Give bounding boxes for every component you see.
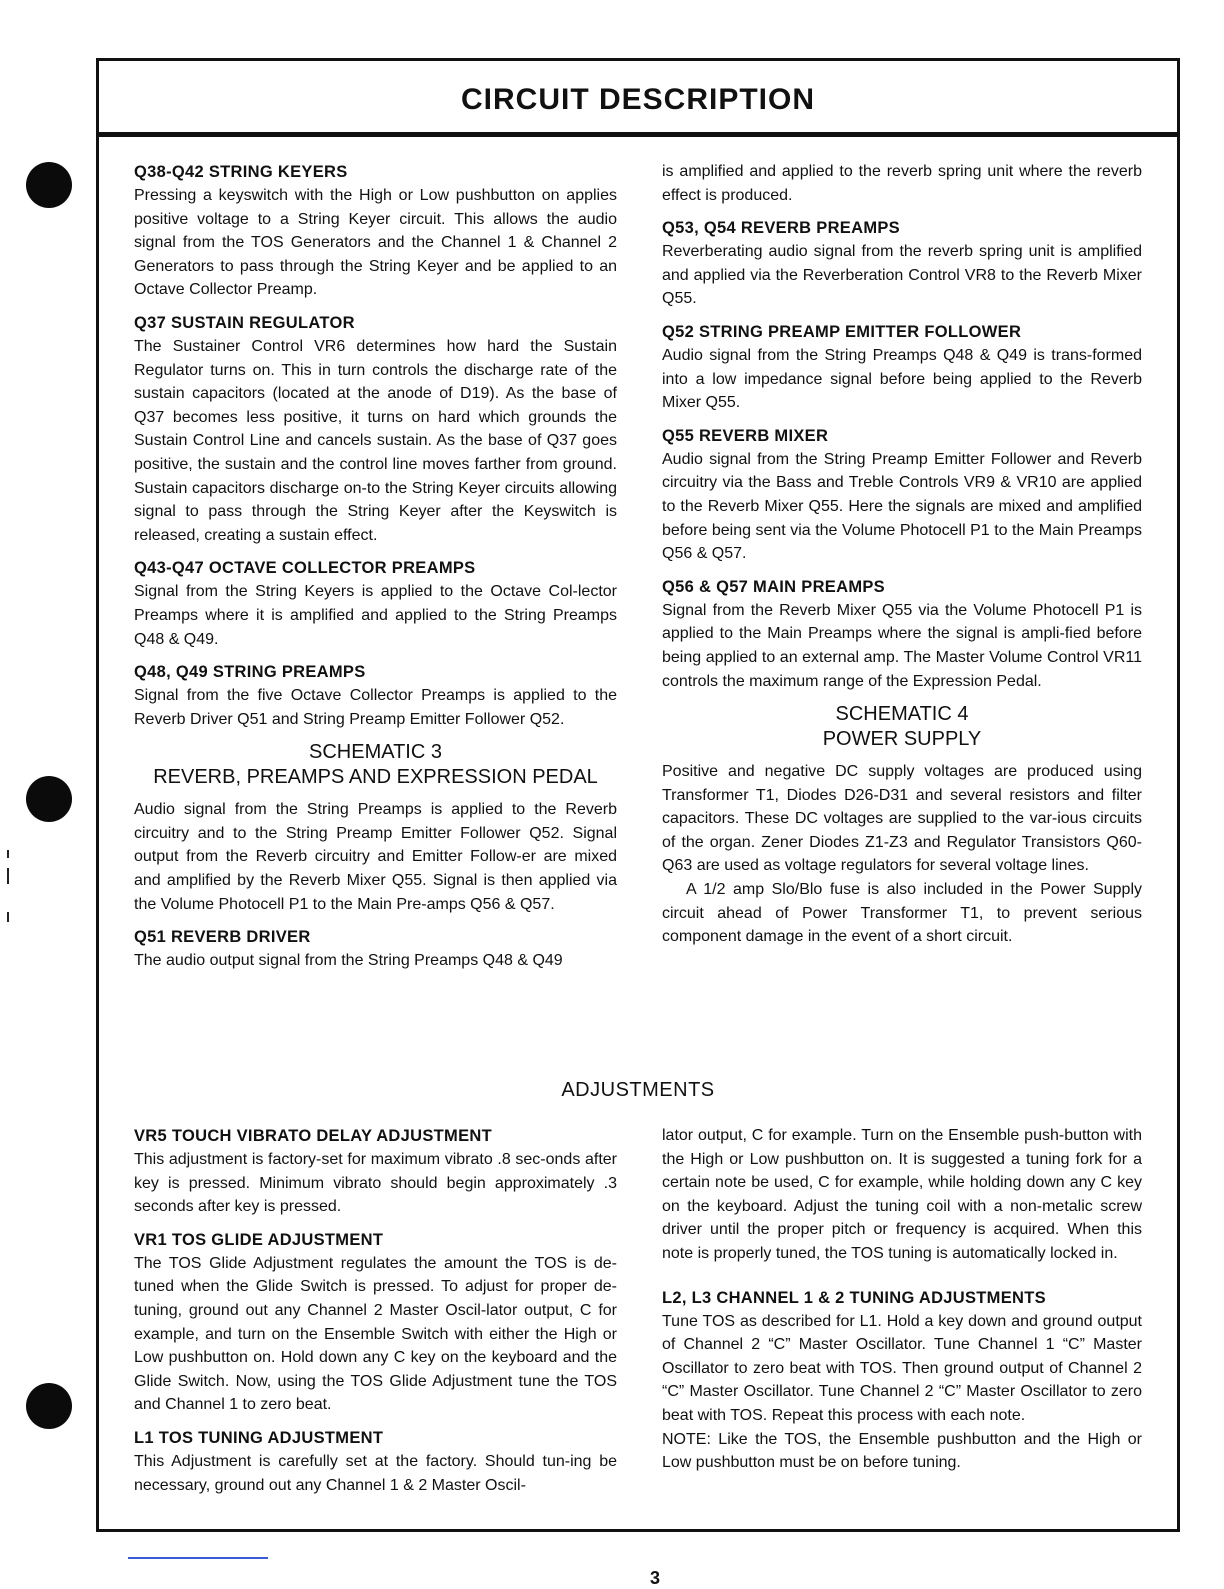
section-body: Signal from the five Octave Collector Preamps is applied to the Reverb Driver Q51 and String Preamp Emitter Follower Q52. (134, 687, 617, 728)
underline-mark (128, 1557, 268, 1559)
section-body: The TOS Glide Adjustment regulates the amount the TOS is de-tuned when the Glide Switch is pressed. To adjust for proper de-tuning, ground out any Channel 2 Master Oscil-lator output, C for example, and turn on the Ensemble Switch with either the High or Low pushbutton on. Hold down any C key on the keyboard and the Glide Switch. Now, using the TOS Glide Adjustment tune the TOS and Channel 1 to zero beat. (134, 1254, 617, 1414)
section-heading: Q53, Q54 REVERB PREAMPS (662, 219, 900, 238)
section-body: This Adjustment is carefully set at the factory. Should tun-ing be necessary, ground out any Channel 1 & 2 Master Oscil- (134, 1452, 617, 1494)
punch-hole-top (26, 162, 72, 208)
page-frame (96, 58, 1180, 1532)
margin-mark (7, 850, 9, 858)
continued-text: lator output, C for example. Turn on the Ensemble push-button with the High or Low pushbutton on. It is suggested a tuning fork for a certain note be used, C for example, while holding down any C key on the keyboard. Adjust the tuning coil with a non-metalic screw driver until the proper pitch or frequency is acquired. When this note is properly tuned, the TOS tuning is automatically locked in. (662, 1127, 1142, 1262)
schematic-3-title (134, 740, 617, 790)
punch-hole-bottom (26, 1383, 72, 1429)
right-column-upper (662, 160, 1142, 949)
section-heading: Q55 REVERB MIXER (662, 426, 829, 445)
note-text: NOTE: Like the TOS, the Ensemble pushbutton and the High or Low pushbutton must be on before tuning. (662, 1430, 1142, 1472)
schematic-4-subtitle: POWER SUPPLY (822, 728, 982, 751)
section-heading: Q38-Q42 STRING KEYERS (134, 163, 348, 181)
schematic-4-number: SCHEMATIC 4 (835, 703, 969, 726)
schematic-3-body: Audio signal from the String Preamps is applied to the Reverb circuitry and to the String Preamp Emitter Follower Q52. Signal output from the Reverb circuitry and Emitter Follow-er are mixed and amplified by the Reverb Mixer Q55. Signal is then applied via the Volume Photocell P1 to the Main Pre-amps Q56 & Q57. (134, 801, 617, 913)
section-heading: Q52 STRING PREAMP EMITTER FOLLOWER (662, 322, 1022, 341)
section-body: Pressing a keyswitch with the High or Low pushbutton on applies positive voltage to a String Keyer circuit. This allows the audio signal from the TOS Generators and the Channel 1 & Channel 2 Generators to pass through the String Keyer and be applied to an Octave Collector Preamp. (134, 187, 617, 299)
section-body: Signal from the Reverb Mixer Q55 via the Volume Photocell P1 is applied to the Main Preamps where the signal is ampli-fied before being applied to an external amp. The Master Volume Control VR11 controls the maximum range of the Expression Pedal. (662, 601, 1142, 690)
section-body: Signal from the String Keyers is applied to the Octave Col-lector Preamps where it is amplified and applied to the String Preamps Q48 & Q49. (134, 583, 617, 648)
section-heading: L1 TOS TUNING ADJUSTMENT (134, 1428, 384, 1447)
section-heading: Q48, Q49 STRING PREAMPS (134, 663, 366, 682)
section-heading: Q43-Q47 OCTAVE COLLECTOR PREAMPS (134, 559, 476, 578)
adjustments-title: ADJUSTMENTS (561, 1079, 715, 1101)
margin-mark (7, 912, 9, 922)
schematic-4-title (662, 702, 1142, 752)
section-heading: VR1 TOS GLIDE ADJUSTMENT (134, 1230, 384, 1249)
section-body: The Sustainer Control VR6 determines how hard the Sustain Regulator turns on. This in turn controls the discharge rate of the sustain capacitors (located at the anode of D19). As the base of Q37 becomes less positive, it turns on hard which grounds the Sustain Control Line and cancels sustain. As the base of Q37 goes positive, the sustain and the control line moves farther from ground. Sustain capacitors discharge on-to the String Keyer circuits allowing signal to pass through the String Keyer after the Keyswitch is released, creating a sustain effect. (134, 337, 617, 544)
section-body: This adjustment is factory-set for maximum vibrato .8 sec-onds after key is pressed. Minimum vibrato should begin approximately .3 seconds after key is pressed. (134, 1151, 617, 1216)
continued-text: is amplified and applied to the reverb spring unit where the reverb effect is produced. (662, 163, 1142, 204)
section-heading: Q51 REVERB DRIVER (134, 928, 311, 947)
schematic-3-subtitle: REVERB, PREAMPS AND EXPRESSION PEDAL (153, 766, 598, 789)
page-number: 3 (650, 1568, 661, 1588)
section-heading: L2, L3 CHANNEL 1 & 2 TUNING ADJUSTMENTS (662, 1288, 1046, 1307)
left-column-lower (134, 1124, 617, 1506)
page-title: CIRCUIT DESCRIPTION (99, 61, 1177, 137)
section-body: Reverberating audio signal from the reverb spring unit is amplified and applied via the Reverberation Control VR8 to the Reverb Mixer Q55. (662, 243, 1142, 308)
right-column-lower (662, 1124, 1142, 1475)
punch-hole-middle (26, 776, 72, 822)
section-heading: Q56 & Q57 MAIN PREAMPS (662, 577, 885, 596)
margin-mark (7, 868, 9, 884)
section-body: Audio signal from the String Preamp Emitter Follower and Reverb circuitry via the Bass and Treble Controls VR9 & VR10 are applied to the Reverb Mixer Q55. Here the signals are mixed and amplified before being sent via the Volume Photocell P1 to the Main Preamps Q56 & Q57. (662, 450, 1142, 563)
section-body: Audio signal from the String Preamps Q48 & Q49 is trans-formed into a low impedance signal before being applied to the Reverb Mixer Q55. (662, 346, 1142, 412)
schematic-4-body-2: A 1/2 amp Slo/Blo fuse is also included in the Power Supply circuit ahead of Power Transformer T1, to prevent serious component damage in the event of a short circuit. (662, 881, 1142, 946)
left-column-upper (134, 160, 617, 982)
schematic-4-body: Positive and negative DC supply voltages are produced using Transformer T1, Diodes D26-D31 and several resistors and filter capacitors. These DC voltages are supplied to the var-ious circuits of the organ. Zener Diodes Z1-Z3 and Regulator Transistors Q60-Q63 are used as voltage regulators for several voltage lines. (662, 763, 1142, 875)
section-heading: Q37 SUSTAIN REGULATOR (134, 313, 355, 332)
section-body: Tune TOS as described for L1. Hold a key down and ground output of Channel 2 “C” Master Oscillator. Tune Channel 1 “C” Master Oscillator to zero beat with TOS. Then ground output of Channel 2 “C” Master Oscillator. Tune Channel 2 “C” Master Oscillator to zero beat with TOS. Repeat this process with each note. (662, 1312, 1142, 1424)
section-heading: VR5 TOUCH VIBRATO DELAY ADJUSTMENT (134, 1127, 492, 1145)
schematic-3-number: SCHEMATIC 3 (309, 741, 442, 764)
section-body: The audio output signal from the String Preamps Q48 & Q49 (134, 952, 563, 970)
